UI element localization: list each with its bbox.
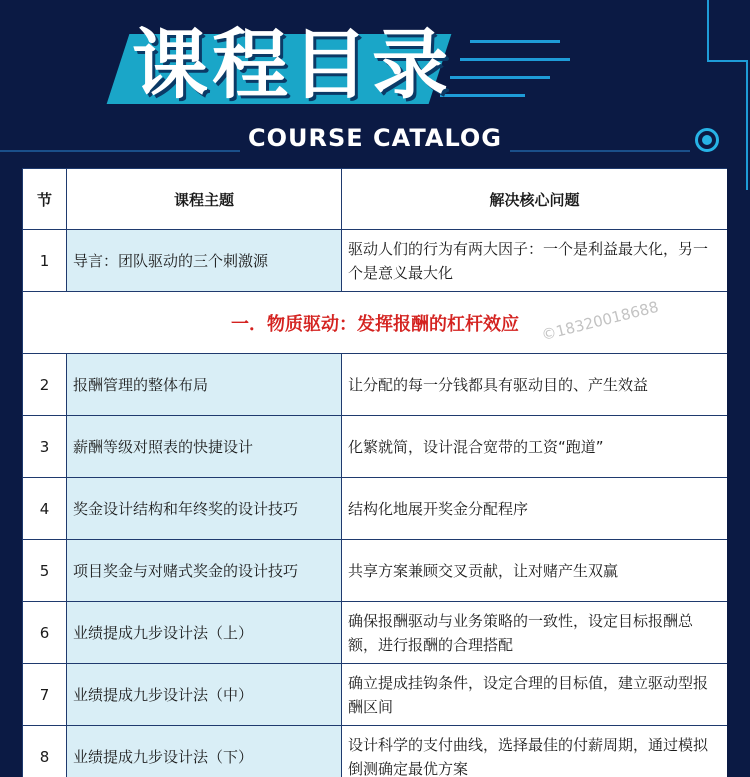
row-issue: 确立提成挂钩条件，设定合理的目标值，建立驱动型报酬区间 bbox=[342, 664, 728, 726]
table-row bbox=[23, 726, 728, 777]
decor-line bbox=[707, 0, 709, 60]
row-topic: 业绩提成九步设计法（中） bbox=[67, 664, 342, 726]
row-topic: 报酬管理的整体布局 bbox=[67, 354, 342, 416]
row-topic: 薪酬等级对照表的快捷设计 bbox=[67, 416, 342, 478]
row-issue: 确保报酬驱动与业务策略的一致性，设定目标报酬总额，进行报酬的合理搭配 bbox=[342, 602, 728, 664]
table-row bbox=[23, 478, 728, 540]
table-row bbox=[23, 354, 728, 416]
table-row bbox=[23, 540, 728, 602]
row-number: 7 bbox=[23, 664, 67, 726]
page-subtitle: COURSE CATALOG bbox=[248, 124, 502, 152]
row-number: 5 bbox=[23, 540, 67, 602]
row-issue: 共享方案兼顾交叉贡献，让对赌产生双赢 bbox=[342, 540, 728, 602]
decor-line bbox=[707, 60, 747, 62]
row-topic: 奖金设计结构和年终奖的设计技巧 bbox=[67, 478, 342, 540]
table-row bbox=[23, 664, 728, 726]
row-number: 1 bbox=[23, 230, 67, 292]
row-issue: 让分配的每一分钱都具有驱动目的、产生效益 bbox=[342, 354, 728, 416]
header-topic: 课程主题 bbox=[67, 169, 342, 230]
header-section: 节 bbox=[23, 169, 67, 230]
table-row bbox=[23, 230, 728, 292]
row-topic: 业绩提成九步设计法（上） bbox=[67, 602, 342, 664]
table-row bbox=[23, 602, 728, 664]
table-header-row bbox=[23, 169, 728, 230]
page-title: 课程目录 bbox=[132, 20, 452, 109]
table-row bbox=[23, 416, 728, 478]
watermark: ©18320018688 bbox=[539, 297, 661, 345]
row-number: 3 bbox=[23, 416, 67, 478]
decor-line bbox=[450, 76, 550, 79]
row-number: 2 bbox=[23, 354, 67, 416]
row-topic: 业绩提成九步设计法（下） bbox=[67, 726, 342, 777]
catalog-table bbox=[22, 168, 727, 777]
decor-line bbox=[440, 94, 525, 97]
decor-line bbox=[460, 58, 570, 61]
section-title: 一．物质驱动：发挥报酬的杠杆效应 bbox=[23, 292, 728, 354]
decor-line bbox=[470, 40, 560, 43]
row-topic: 导言：团队驱动的三个刺激源 bbox=[67, 230, 342, 292]
row-issue: 设计科学的支付曲线，选择最佳的付薪周期，通过模拟倒测确定最优方案 bbox=[342, 726, 728, 777]
row-issue: 结构化地展开奖金分配程序 bbox=[342, 478, 728, 540]
row-number: 8 bbox=[23, 726, 67, 777]
row-number: 4 bbox=[23, 478, 67, 540]
row-topic: 项目奖金与对赌式奖金的设计技巧 bbox=[67, 540, 342, 602]
row-issue: 化繁就简，设计混合宽带的工资“跑道” bbox=[342, 416, 728, 478]
row-issue: 驱动人们的行为有两大因子：一个是利益最大化，另一个是意义最大化 bbox=[342, 230, 728, 292]
header-issue: 解决核心问题 bbox=[342, 169, 728, 230]
row-number: 6 bbox=[23, 602, 67, 664]
